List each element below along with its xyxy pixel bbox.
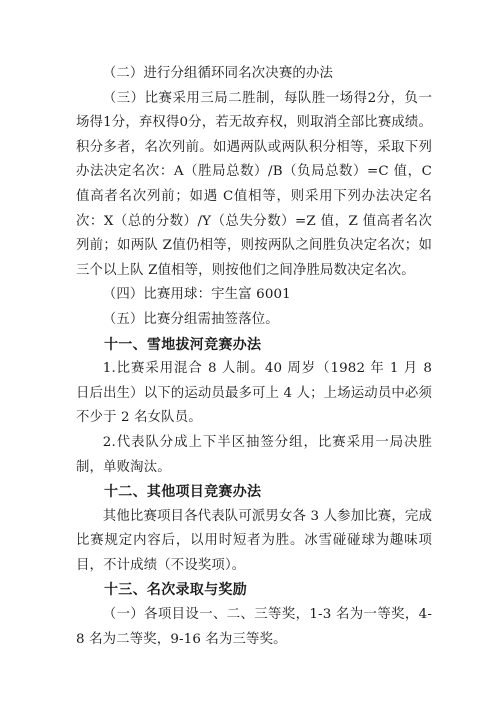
section-two-line: （二）进行分组循环同名次决赛的办法 <box>102 66 333 81</box>
document-page <box>76 62 432 652</box>
awards-paragraph: （一）各项目设一、二、三等奖，1-3 名为一等奖，4-8 名为二等奖，9-16 名为三等奖。 <box>76 607 432 647</box>
rule-two-paragraph: 2.代表队分成上下半区抽签分组，比赛采用一局决胜制，单败淘汰。 <box>76 434 432 475</box>
section-three-paragraph: （三）比赛采用三局二胜制，每队胜一场得2分，负一场得1分，弃权得0分，若无故弃权，则取消全部比赛成绩。积分多者，名次列前。如遇两队或两队积分相等，采取下列办法决定名次：A（胜局总数）/B（负局总数）=C 值，C 值高者名次列前；如遇 C值相等，则采用下列办法决定名次：X（总的分数）/Y（总失分数）=Z 值，Z 值高者名次列前；如两队 Z值仍相等，则按两队之间胜负决定名次；如三个以上队 Z值相等，则按他们之间净胜局数决定名次。 <box>76 90 432 278</box>
section-five-line: （五）比赛分组需抽签落位。 <box>102 311 279 327</box>
heading-thirteen: 十三、名次录取与奖励 <box>104 582 247 599</box>
rule-one-paragraph: 1.比赛采用混合 8 人制。40 周岁（1982 年 1 月 8 日后出生）以下的运动员最多可上 4 人；上场运动员中必须不少于 2 名女队员。 <box>76 361 432 426</box>
section-four-line: （四）比赛用球：宇生富 6001 <box>102 287 291 303</box>
heading-eleven: 十一、雪地拔河竞赛办法 <box>104 336 262 353</box>
heading-twelve: 十二、其他项目竞赛办法 <box>104 484 262 501</box>
other-events-paragraph: 其他比赛项目各代表队可派男女各 3 人参加比赛，完成比赛规定内容后，以用时短者为胜。冰雪碰碰球为趣味项目，不计成绩（不设奖项）。 <box>76 508 432 573</box>
